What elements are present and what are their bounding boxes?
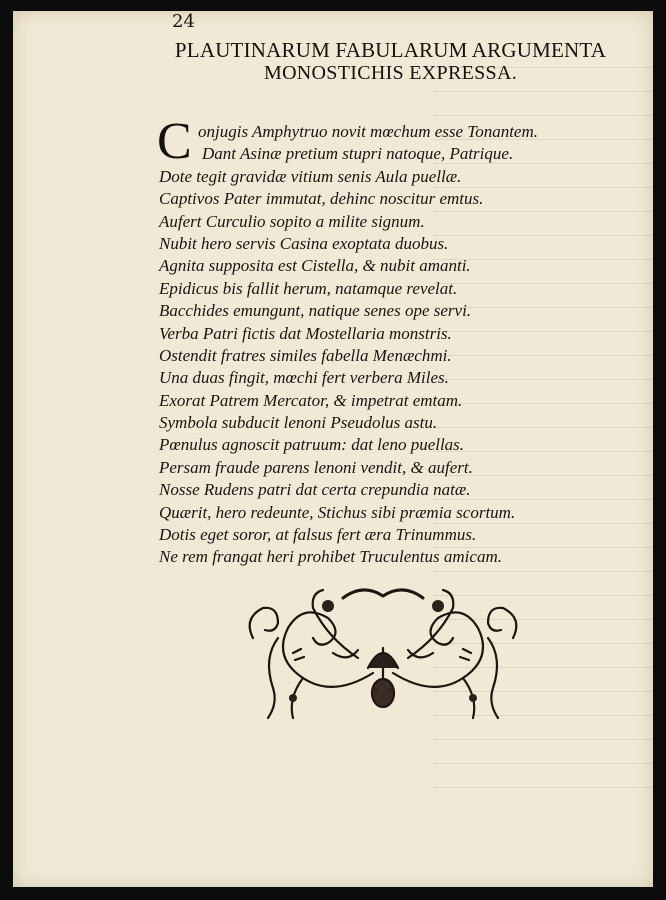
verse-line-1: onjugis Amphytruo novit mœchum esse Tonantem. (198, 122, 538, 141)
verse-line: Verba Patri fictis dat Mostellaria monstris. (159, 323, 452, 343)
verse-line: Bacchides emungunt, natique senes ope servi. (159, 301, 472, 321)
book-page (13, 11, 653, 887)
drop-cap: C (157, 113, 192, 170)
baroque-tailpiece-icon (233, 578, 533, 728)
verse-list (159, 143, 629, 568)
verse-line: Captivos Pater immutat, dehinc noscitur emtus. (159, 189, 484, 209)
verse-line: Exorat Patrem Mercator, & impetrat emtam. (159, 390, 463, 410)
verse-line: Quærit, hero redeunte, Stichus sibi præmia scortum. (159, 502, 516, 522)
page-title (143, 40, 638, 83)
verse-line: Dant Asinæ pretium stupri natoque, Patrique. (202, 144, 514, 164)
title-line-2: MONOSTICHIS EXPRESSA. (263, 62, 517, 84)
verse-line: Dote tegit gravidæ vitium senis Aula puellæ. (159, 166, 462, 186)
verse-line: Ostendit fratres similes fabella Menæchmi. (159, 345, 452, 365)
verse-line: Dotis eget soror, at falsus fert æra Trinummus. (159, 525, 477, 545)
verse-line: Nosse Rudens patri dat certa crepundia natæ. (159, 480, 471, 500)
verse-line: Pœnulus agnoscit patruum: dat leno puellas. (159, 435, 465, 455)
verse-line: Una duas fingit, mœchi fert verbera Miles. (159, 368, 449, 388)
verse-line: Nubit hero servis Casina exoptata duobus. (159, 233, 449, 253)
verse-line: Epidicus bis fallit herum, natamque revelat. (159, 278, 458, 298)
page-number: 24 (172, 11, 195, 32)
verse-line: Symbola subducit lenoni Pseudolus astu. (159, 413, 438, 433)
verse-line: Persam fraude parens lenoni vendit, & aufert. (159, 457, 473, 477)
title-line-1: PLAUTINARUM FABULARUM ARGUMENTA (174, 38, 607, 62)
verse-line: Agnita supposita est Cistella, & nubit amanti. (159, 256, 471, 276)
verse-line: Ne rem frangat heri prohibet Truculentus amicam. (159, 547, 502, 567)
verse-line: Aufert Curculio sopito a milite signum. (159, 211, 425, 231)
